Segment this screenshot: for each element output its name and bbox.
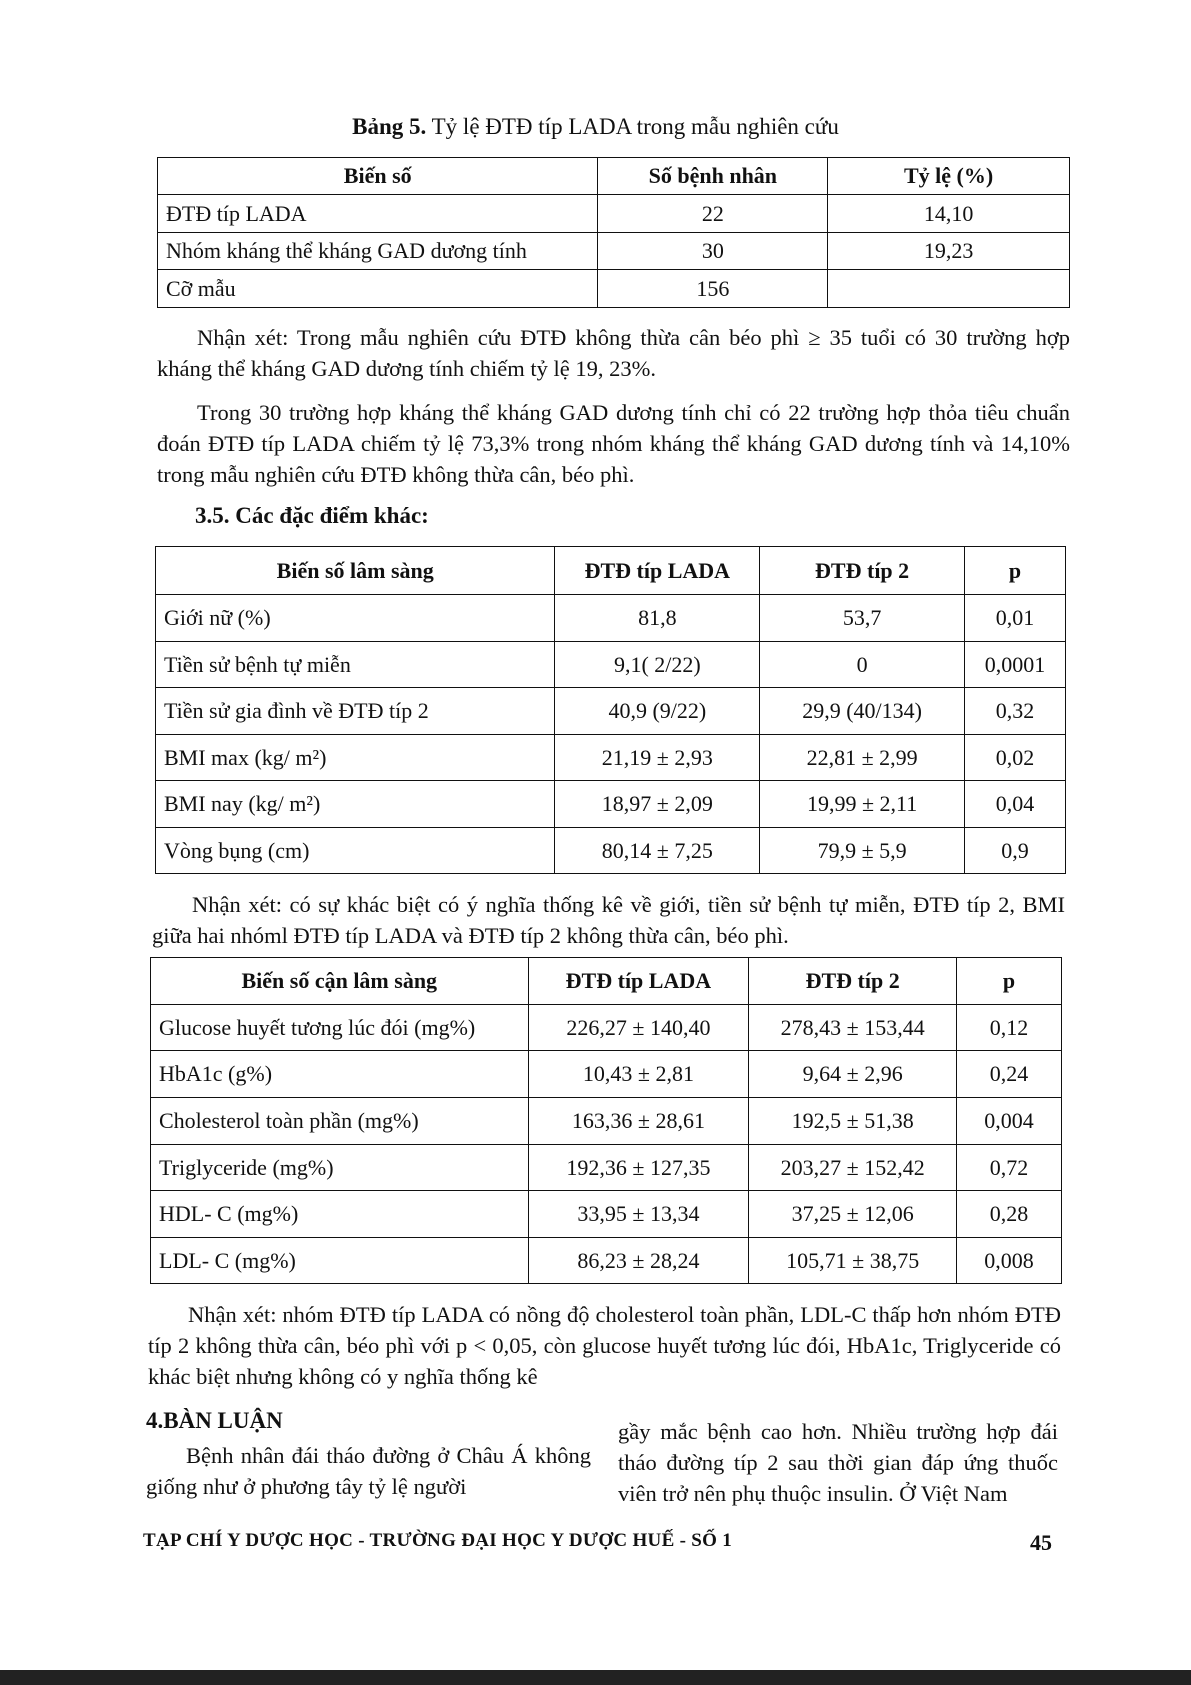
table-cell: Vòng bụng (cm) — [156, 828, 555, 874]
remark-2: Nhận xét: có sự khác biệt có ý nghĩa thống kê về giới, tiền sử bệnh tự miễn, ĐTĐ típ 2, BMI giữa hai nhóml ĐTĐ típ LADA và ĐTĐ típ 2 không thừa cân, béo phì. — [152, 892, 1065, 948]
table-cell: 18,97 ± 2,09 — [555, 781, 760, 828]
table-cell: 86,23 ± 28,24 — [528, 1238, 749, 1284]
section-4-heading: 4.BÀN LUẬN — [146, 1408, 283, 1433]
table-cell: BMI max (kg/ m²) — [156, 735, 555, 781]
scan-edge — [0, 1670, 1191, 1685]
table-row — [158, 270, 1070, 308]
table-row — [151, 1005, 1062, 1051]
table-cell: Cholesterol toàn phần (mg%) — [151, 1098, 529, 1145]
table-cell: 79,9 ± 5,9 — [760, 828, 965, 874]
table-cell: 0,12 — [957, 1005, 1062, 1051]
table-cell: Tiền sử bệnh tự miễn — [156, 642, 555, 688]
table-cell: 192,36 ± 127,35 — [528, 1145, 749, 1191]
table-cell: 33,95 ± 13,34 — [528, 1191, 749, 1238]
table-cell: Tiền sử gia đình về ĐTĐ típ 2 — [156, 688, 555, 735]
table-cell: ĐTĐ típ LADA — [158, 195, 598, 233]
paragraph-2: Trong 30 trường hợp kháng thể kháng GAD dương tính chỉ có 22 trường hợp thỏa tiêu chuẩn đoán ĐTĐ típ LADA chiếm tỷ lệ 73,3% trong nhóm kháng thể kháng GAD dương tính và 14,10% trong mẫu nghiên cứu ĐTĐ không thừa cân, béo phì. — [157, 400, 1070, 487]
table-cell: Cỡ mẫu — [158, 270, 598, 308]
table-cell: 156 — [598, 270, 828, 308]
clinical-header-row — [156, 547, 1066, 595]
table-cell: Giới nữ (%) — [156, 595, 555, 642]
discussion-right-column: gầy mắc bệnh cao hơn. Nhiều trường hợp đái tháo đường típ 2 sau thời gian đáp ứng thuốc viên trở nên phụ thuộc insulin. Ở Việt Nam — [618, 1419, 1058, 1506]
table-row — [156, 735, 1066, 781]
table-cell: 10,43 ± 2,81 — [528, 1051, 749, 1098]
table-cell: 0,32 — [965, 688, 1066, 735]
table-cell: 0,01 — [965, 595, 1066, 642]
table-row — [151, 1098, 1062, 1145]
table-cell: Nhóm kháng thể kháng GAD dương tính — [158, 233, 598, 270]
table-cell: 29,9 (40/134) — [760, 688, 965, 735]
remark-1: Nhận xét: Trong mẫu nghiên cứu ĐTĐ không thừa cân béo phì ≥ 35 tuổi có 30 trường hợp kháng thể kháng GAD dương tính chiếm tỷ lệ 19, 23%. — [157, 325, 1070, 381]
table-cell: 22,81 ± 2,99 — [760, 735, 965, 781]
table-cell: 192,5 ± 51,38 — [749, 1098, 957, 1145]
lab-header: p — [957, 958, 1062, 1005]
table-cell: LDL- C (mg%) — [151, 1238, 529, 1284]
table5-caption — [0, 114, 1191, 140]
remark-3: Nhận xét: nhóm ĐTĐ típ LADA có nồng độ cholesterol toàn phần, LDL-C thấp hơn nhóm ĐTĐ típ 2 không thừa cân, béo phì với p < 0,05, còn glucose huyết tương lúc đói, HbA1c, Triglyceride có khác biệt nhưng không có y nghĩa thống kê — [148, 1302, 1061, 1389]
table-cell: 37,25 ± 12,06 — [749, 1191, 957, 1238]
clinical-header: ĐTĐ típ 2 — [760, 547, 965, 595]
table-cell: 9,1( 2/22) — [555, 642, 760, 688]
table5-caption-text: Tỷ lệ ĐTĐ típ LADA trong mẫu nghiên cứu — [431, 114, 839, 139]
lab-header: ĐTĐ típ 2 — [749, 958, 957, 1005]
discussion-left-column: Bệnh nhân đái tháo đường ở Châu Á không giống như ở phương tây tỷ lệ người — [146, 1443, 591, 1499]
table-cell: 14,10 — [828, 195, 1070, 233]
clinical-header: ĐTĐ típ LADA — [555, 547, 760, 595]
journal-footer: TẠP CHÍ Y DƯỢC HỌC - TRƯỜNG ĐẠI HỌC Y DƯỢC HUẾ - SỐ 1 — [143, 1530, 733, 1551]
table-cell: 0,24 — [957, 1051, 1062, 1098]
table-cell: 0,9 — [965, 828, 1066, 874]
table-cell: 80,14 ± 7,25 — [555, 828, 760, 874]
clinical-header: Biến số lâm sàng — [156, 547, 555, 595]
table-row — [151, 1051, 1062, 1098]
table-cell: 0,008 — [957, 1238, 1062, 1284]
table-row — [156, 781, 1066, 828]
clinical-table — [155, 546, 1066, 874]
table-cell: 9,64 ± 2,96 — [749, 1051, 957, 1098]
lab-header-row — [151, 958, 1062, 1005]
table-row — [158, 233, 1070, 270]
table-cell: 0,02 — [965, 735, 1066, 781]
table-row — [151, 1145, 1062, 1191]
table5-header: Tỷ lệ (%) — [828, 158, 1070, 195]
table-cell — [828, 270, 1070, 308]
table-cell: BMI nay (kg/ m²) — [156, 781, 555, 828]
table5-caption-label: Bảng 5. — [352, 114, 427, 139]
table-cell: 226,27 ± 140,40 — [528, 1005, 749, 1051]
lab-table — [150, 957, 1062, 1284]
table-cell: 40,9 (9/22) — [555, 688, 760, 735]
table-cell: 163,36 ± 28,61 — [528, 1098, 749, 1145]
table5-header-row — [158, 158, 1070, 195]
table-cell: 0,72 — [957, 1145, 1062, 1191]
section-3-5-heading: 3.5. Các đặc điểm khác: — [195, 503, 429, 528]
table-cell: 0,0001 — [965, 642, 1066, 688]
table-cell: 21,19 ± 2,93 — [555, 735, 760, 781]
table-cell: 30 — [598, 233, 828, 270]
table-row — [156, 828, 1066, 874]
table-cell: 19,23 — [828, 233, 1070, 270]
table5-header: Số bệnh nhân — [598, 158, 828, 195]
table-cell: 278,43 ± 153,44 — [749, 1005, 957, 1051]
table-cell: 0 — [760, 642, 965, 688]
table-cell: 0,04 — [965, 781, 1066, 828]
table-cell: 19,99 ± 2,11 — [760, 781, 965, 828]
lab-header: ĐTĐ típ LADA — [528, 958, 749, 1005]
clinical-header: p — [965, 547, 1066, 595]
table-row — [158, 195, 1070, 233]
table-cell: Glucose huyết tương lúc đói (mg%) — [151, 1005, 529, 1051]
table-cell: Triglyceride (mg%) — [151, 1145, 529, 1191]
table-row — [156, 642, 1066, 688]
table-cell: 81,8 — [555, 595, 760, 642]
lab-header: Biến số cận lâm sàng — [151, 958, 529, 1005]
table5-header: Biến số — [158, 158, 598, 195]
table-cell: 203,27 ± 152,42 — [749, 1145, 957, 1191]
table-row — [151, 1238, 1062, 1284]
table-cell: 105,71 ± 38,75 — [749, 1238, 957, 1284]
table-cell: 22 — [598, 195, 828, 233]
table-cell: 0,004 — [957, 1098, 1062, 1145]
table-row — [156, 595, 1066, 642]
table-row — [151, 1191, 1062, 1238]
table-cell: 53,7 — [760, 595, 965, 642]
table-cell: 0,28 — [957, 1191, 1062, 1238]
table-cell: HDL- C (mg%) — [151, 1191, 529, 1238]
table-cell: HbA1c (g%) — [151, 1051, 529, 1098]
table5 — [157, 157, 1070, 308]
table-row — [156, 688, 1066, 735]
page-number: 45 — [1030, 1530, 1052, 1555]
